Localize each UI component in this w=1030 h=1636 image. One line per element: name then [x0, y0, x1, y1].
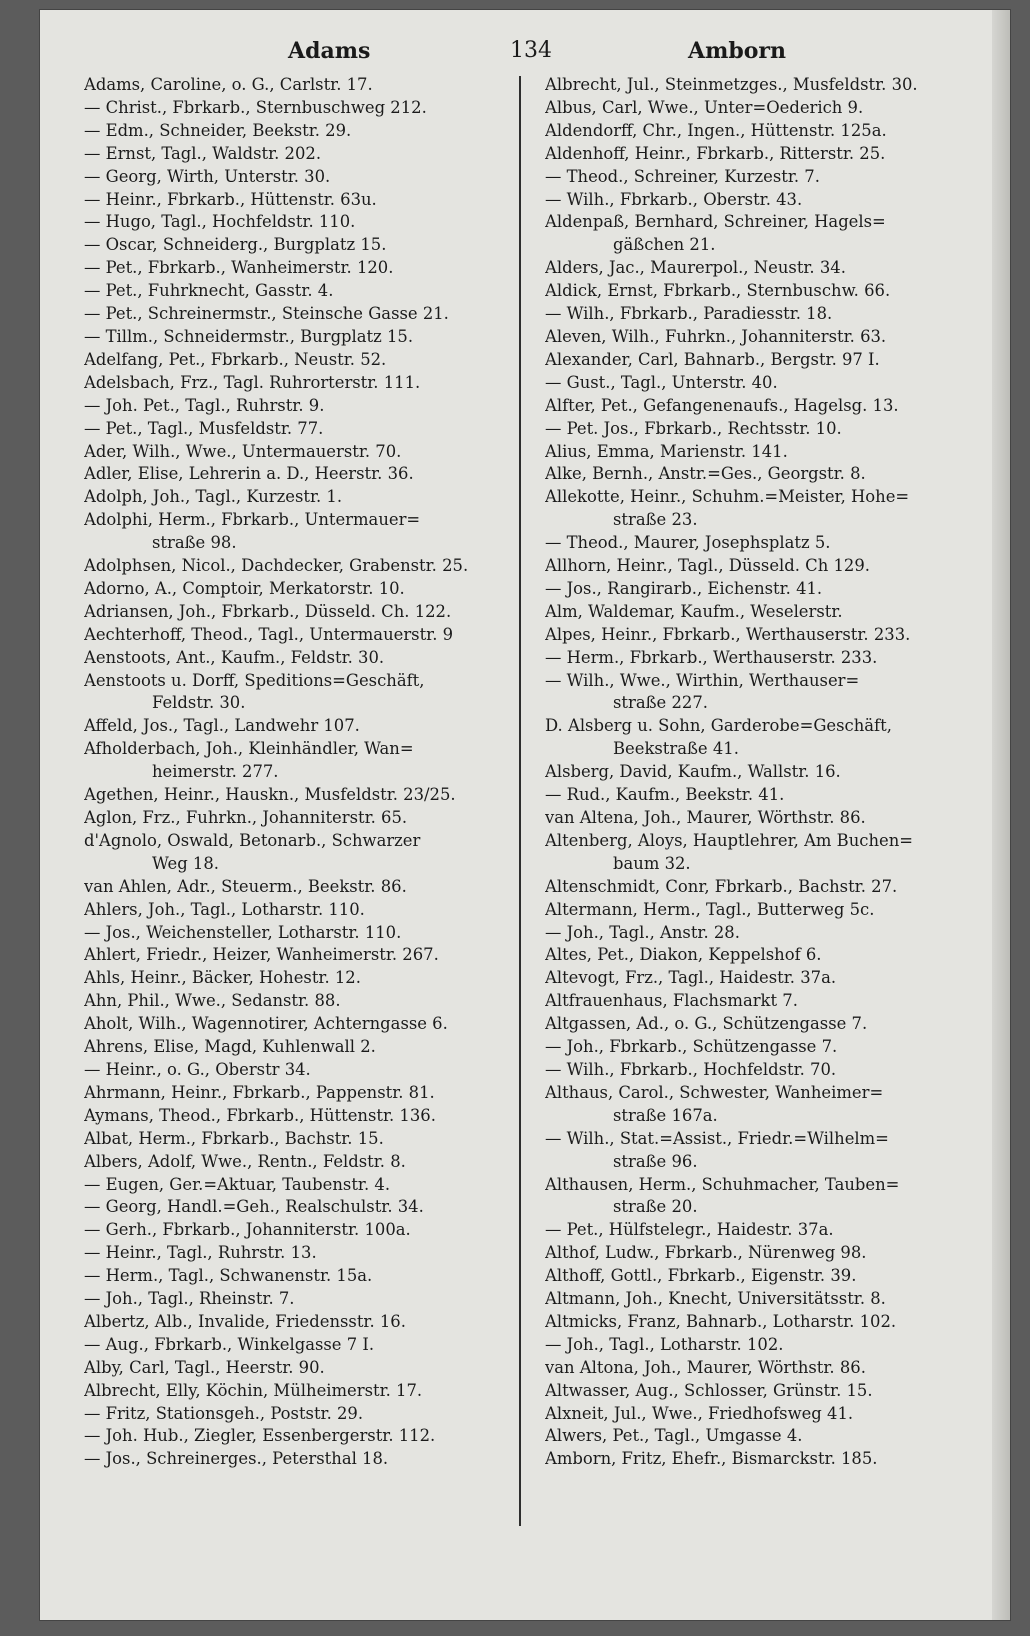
left-column [84, 74, 524, 1471]
directory-entry: Altenberg, Aloys, Hauptlehrer, Am Buchen= [545, 830, 914, 850]
directory-entry: baum 32. [613, 853, 691, 873]
directory-entry: — Joh. Hub., Ziegler, Essenbergerstr. 112. [84, 1426, 436, 1446]
directory-entry: Aldick, Ernst, Fbrkarb., Sternbuschw. 66. [545, 281, 891, 301]
directory-entry: Altwasser, Aug., Schlosser, Grünstr. 15. [545, 1380, 873, 1400]
directory-entry: — Pet., Tagl., Musfeldstr. 77. [84, 418, 324, 438]
directory-entry: — Herm., Fbrkarb., Werthauserstr. 233. [545, 647, 878, 667]
directory-entry: — Jos., Weichensteller, Lotharstr. 110. [84, 922, 402, 942]
directory-entry: d'Agnolo, Oswald, Betonarb., Schwarzer [84, 830, 421, 850]
directory-entry: Adorno, A., Comptoir, Merkatorstr. 10. [84, 578, 405, 598]
directory-entry: Altevogt, Frz., Tagl., Haidestr. 37a. [545, 968, 837, 988]
directory-entry: — Gerh., Fbrkarb., Johanniterstr. 100a. [84, 1220, 411, 1240]
directory-entry: — Theod., Schreiner, Kurzestr. 7. [545, 166, 820, 186]
directory-entry: — Theod., Maurer, Josephsplatz 5. [545, 533, 831, 553]
directory-entry: — Rud., Kaufm., Beekstr. 41. [545, 785, 785, 805]
directory-entry: Agethen, Heinr., Hauskn., Musfeldstr. 23/25. [84, 785, 456, 805]
directory-entry: Aldendorff, Chr., Ingen., Hüttenstr. 125a. [545, 120, 887, 140]
directory-entry: Albers, Adolf, Wwe., Rentn., Feldstr. 8. [84, 1151, 406, 1171]
directory-entry: Alm, Waldemar, Kaufm., Weselerstr. [545, 601, 843, 621]
directory-entry: Ahrmann, Heinr., Fbrkarb., Pappenstr. 81. [84, 1082, 435, 1102]
directory-entry: — Edm., Schneider, Beekstr. 29. [84, 120, 352, 140]
directory-entry: — Wilh., Stat.=Assist., Friedr.=Wilhelm= [545, 1128, 889, 1148]
directory-entry: Ader, Wilh., Wwe., Untermauerstr. 70. [84, 441, 402, 461]
directory-entry: — Heinr., Tagl., Ruhrstr. 13. [84, 1243, 317, 1263]
directory-entry: Albrecht, Jul., Steinmetzges., Musfeldstr. 30. [545, 75, 918, 94]
directory-entry: Adler, Elise, Lehrerin a. D., Heerstr. 36. [84, 464, 414, 484]
directory-entry: Altes, Pet., Diakon, Keppelshof 6. [545, 945, 822, 965]
directory-entry: Albertz, Alb., Invalide, Friedensstr. 16. [84, 1311, 406, 1331]
directory-entry: straße 20. [613, 1197, 698, 1217]
directory-entry: heimerstr. 277. [152, 762, 279, 782]
directory-entry: Althaus, Carol., Schwester, Wanheimer= [545, 1082, 884, 1102]
page-header [40, 32, 1010, 72]
directory-entry: straße 96. [613, 1151, 698, 1171]
directory-entry: — Fritz, Stationsgeh., Poststr. 29. [84, 1403, 364, 1423]
directory-entry: Aymans, Theod., Fbrkarb., Hüttenstr. 136. [84, 1105, 436, 1125]
directory-entry: — Pet., Fbrkarb., Wanheimerstr. 120. [84, 258, 394, 278]
directory-entry: — Pet., Fuhrknecht, Gasstr. 4. [84, 281, 334, 301]
directory-entry: Alwers, Pet., Tagl., Umgasse 4. [545, 1426, 803, 1446]
directory-entry: — Oscar, Schneiderg., Burgplatz 15. [84, 235, 387, 255]
header-left-keyword: Adams [288, 38, 371, 64]
directory-entry: Altmicks, Franz, Bahnarb., Lotharstr. 102. [545, 1311, 897, 1331]
directory-entry: Alfter, Pet., Gefangenenaufs., Hagelsg. 13. [545, 395, 899, 415]
directory-entry: — Wilh., Fbrkarb., Paradiesstr. 18. [545, 304, 833, 324]
directory-entry: Ahrens, Elise, Magd, Kuhlenwall 2. [84, 1037, 376, 1057]
directory-entry: Ahls, Heinr., Bäcker, Hohestr. 12. [84, 968, 361, 988]
directory-entry: Allhorn, Heinr., Tagl., Düsseld. Ch 129. [545, 556, 870, 576]
directory-page [40, 10, 1010, 1620]
directory-entry: Altfrauenhaus, Flachsmarkt 7. [545, 991, 798, 1011]
directory-entry: Aleven, Wilh., Fuhrkn., Johanniterstr. 63. [545, 326, 887, 346]
page-number: 134 [510, 38, 552, 63]
directory-entry: van Altena, Joh., Maurer, Wörthstr. 86. [545, 808, 866, 827]
directory-entry: Alexander, Carl, Bahnarb., Bergstr. 97 I. [545, 349, 880, 369]
directory-entry: — Pet., Hülfstelegr., Haidestr. 37a. [545, 1220, 834, 1240]
directory-entry: Alpes, Heinr., Fbrkarb., Werthauserstr. 233. [545, 624, 911, 644]
directory-entry: — Joh., Fbrkarb., Schützengasse 7. [545, 1037, 838, 1057]
directory-entry: Aechterhoff, Theod., Tagl., Untermauerstr. 9 [84, 624, 454, 644]
directory-entry: Alby, Carl, Tagl., Heerstr. 90. [84, 1357, 325, 1377]
directory-entry: Alsberg, David, Kaufm., Wallstr. 16. [545, 762, 841, 782]
directory-entry: — Georg, Handl.=Geh., Realschulstr. 34. [84, 1197, 424, 1217]
directory-entry: Adriansen, Joh., Fbrkarb., Düsseld. Ch. 122. [84, 601, 452, 621]
directory-entry: — Wilh., Wwe., Wirthin, Werthauser= [545, 670, 860, 690]
directory-entry: Adams, Caroline, o. G., Carlstr. 17. [84, 75, 373, 94]
directory-entry: — Wilh., Fbrkarb., Oberstr. 43. [545, 189, 803, 209]
directory-entry: Amborn, Fritz, Ehefr., Bismarckstr. 185. [545, 1449, 878, 1469]
directory-entry: Allekotte, Heinr., Schuhm.=Meister, Hohe= [545, 487, 910, 507]
directory-entry: Ahlert, Friedr., Heizer, Wanheimerstr. 267. [84, 945, 439, 965]
directory-entry: — Tillm., Schneidermstr., Burgplatz 15. [84, 326, 414, 346]
column-divider [519, 76, 521, 1526]
directory-entry: Weg 18. [152, 853, 219, 873]
directory-entry: — Ernst, Tagl., Waldstr. 202. [84, 143, 322, 163]
directory-entry: — Joh., Tagl., Lotharstr. 102. [545, 1334, 784, 1354]
directory-entry: — Christ., Fbrkarb., Sternbuschweg 212. [84, 97, 427, 117]
directory-entry: Affeld, Jos., Tagl., Landwehr 107. [84, 716, 360, 736]
directory-entry: — Joh., Tagl., Rheinstr. 7. [84, 1289, 295, 1309]
directory-entry: Aldenpaß, Bernhard, Schreiner, Hagels= [545, 212, 886, 232]
directory-entry: Afholderbach, Joh., Kleinhändler, Wan= [84, 739, 414, 759]
directory-entry: straße 227. [613, 693, 708, 713]
directory-entry: Altenschmidt, Conr, Fbrkarb., Bachstr. 27. [545, 876, 898, 896]
directory-entry: Alxneit, Jul., Wwe., Friedhofsweg 41. [545, 1403, 854, 1423]
directory-entry: straße 98. [152, 533, 237, 553]
directory-entry: gäßchen 21. [613, 235, 716, 255]
directory-entry: van Altona, Joh., Maurer, Wörthstr. 86. [545, 1357, 866, 1377]
directory-entry: — Gust., Tagl., Unterstr. 40. [545, 372, 778, 392]
directory-entry: Feldstr. 30. [152, 693, 246, 713]
directory-entry: straße 23. [613, 510, 698, 530]
directory-entry: Adolphsen, Nicol., Dachdecker, Grabenstr. 25. [84, 556, 469, 576]
directory-entry: Aholt, Wilh., Wagennotirer, Achterngasse 6. [84, 1014, 448, 1034]
directory-entry: — Pet., Schreinermstr., Steinsche Gasse 21. [84, 304, 449, 324]
directory-entry: D. Alsberg u. Sohn, Garderobe=Geschäft, [545, 716, 892, 736]
directory-entry: Althof, Ludw., Fbrkarb., Nürenweg 98. [545, 1243, 867, 1263]
directory-entry: — Joh., Tagl., Anstr. 28. [545, 922, 740, 942]
directory-entry: Alders, Jac., Maurerpol., Neustr. 34. [545, 258, 846, 278]
directory-entry: Ahlers, Joh., Tagl., Lotharstr. 110. [84, 899, 365, 919]
directory-entry: Alius, Emma, Marienstr. 141. [545, 441, 788, 461]
right-column [545, 74, 985, 1471]
directory-entry: Althoff, Gottl., Fbrkarb., Eigenstr. 39. [545, 1266, 857, 1286]
directory-entry: — Aug., Fbrkarb., Winkelgasse 7 I. [84, 1334, 375, 1354]
header-right-keyword: Amborn [688, 38, 786, 64]
directory-entry: straße 167a. [613, 1105, 718, 1125]
directory-entry: — Heinr., o. G., Oberstr 34. [84, 1059, 311, 1079]
directory-entry: — Joh. Pet., Tagl., Ruhrstr. 9. [84, 395, 325, 415]
directory-entry: Aenstoots u. Dorff, Speditions=Geschäft, [84, 670, 425, 690]
directory-entry: Adolphi, Herm., Fbrkarb., Untermauer= [84, 510, 421, 530]
directory-entry: — Heinr., Fbrkarb., Hüttenstr. 63u. [84, 189, 377, 209]
directory-entry: van Ahlen, Adr., Steuerm., Beekstr. 86. [84, 876, 407, 896]
directory-entry: Adelfang, Pet., Fbrkarb., Neustr. 52. [84, 349, 387, 369]
directory-entry: — Herm., Tagl., Schwanenstr. 15a. [84, 1266, 373, 1286]
directory-entry: Althausen, Herm., Schuhmacher, Tauben= [545, 1174, 900, 1194]
directory-entry: — Eugen, Ger.=Aktuar, Taubenstr. 4. [84, 1174, 391, 1194]
directory-entry: Albrecht, Elly, Köchin, Mülheimerstr. 17. [84, 1380, 423, 1400]
directory-entry: Adolph, Joh., Tagl., Kurzestr. 1. [84, 487, 343, 507]
page-edge [992, 10, 1010, 1620]
directory-entry: — Pet. Jos., Fbrkarb., Rechtsstr. 10. [545, 418, 842, 438]
directory-entry: Ahn, Phil., Wwe., Sedanstr. 88. [84, 991, 341, 1011]
directory-entry: Altmann, Joh., Knecht, Universitätsstr. 8. [545, 1289, 886, 1309]
directory-entry: Aldenhoff, Heinr., Fbrkarb., Ritterstr. 25. [545, 143, 886, 163]
directory-entry: — Wilh., Fbrkarb., Hochfeldstr. 70. [545, 1059, 837, 1079]
directory-entry: — Jos., Schreinerges., Petersthal 18. [84, 1449, 389, 1469]
directory-entry: Alke, Bernh., Anstr.=Ges., Georgstr. 8. [545, 464, 866, 484]
directory-entry: Adelsbach, Frz., Tagl. Ruhrorterstr. 111. [84, 372, 421, 392]
directory-entry: Altgassen, Ad., o. G., Schützengasse 7. [545, 1014, 868, 1034]
directory-entry: Albus, Carl, Wwe., Unter=Oederich 9. [545, 97, 864, 117]
directory-entry: Altermann, Herm., Tagl., Butterweg 5c. [545, 899, 875, 919]
directory-entry: Beekstraße 41. [613, 739, 739, 759]
directory-entry: — Hugo, Tagl., Hochfeldstr. 110. [84, 212, 356, 232]
directory-entry: Albat, Herm., Fbrkarb., Bachstr. 15. [84, 1128, 384, 1148]
directory-entry: Aenstoots, Ant., Kaufm., Feldstr. 30. [84, 647, 385, 667]
directory-entry: — Jos., Rangirarb., Eichenstr. 41. [545, 578, 823, 598]
directory-entry: — Georg, Wirth, Unterstr. 30. [84, 166, 331, 186]
directory-entry: Aglon, Frz., Fuhrkn., Johanniterstr. 65. [84, 808, 408, 827]
